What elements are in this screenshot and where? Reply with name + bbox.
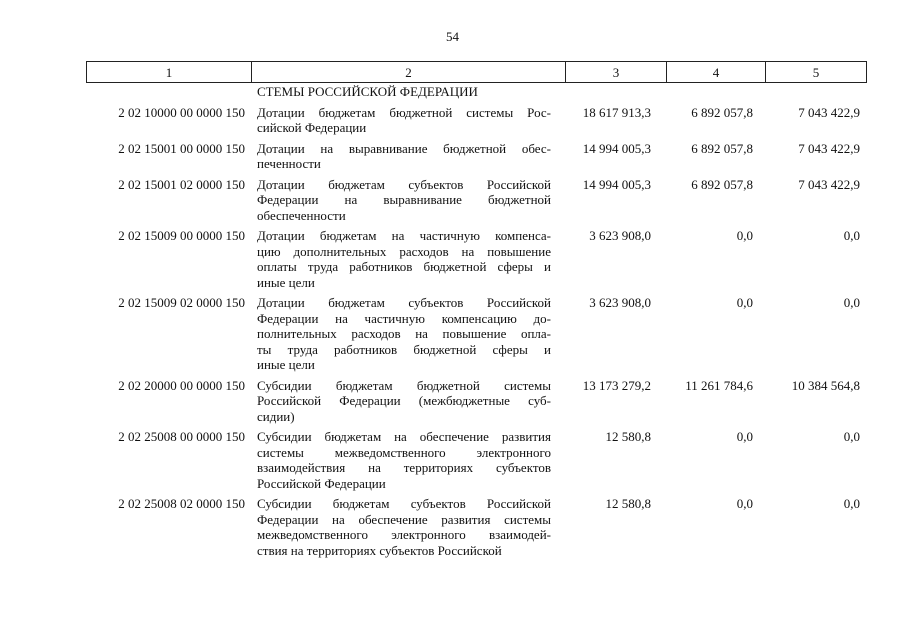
row-name-line: взаимодействия на территориях субъектов — [257, 460, 551, 475]
table-row — [86, 496, 866, 558]
row-name-line: Дотации бюджетам субъектов Российской — [257, 176, 551, 192]
row-name-line: Федерации на частичную компенсацию до- — [257, 310, 551, 326]
row-value-2: 0,0 — [736, 496, 753, 511]
row-name-line: Федерации на обеспечение развития системы — [257, 511, 551, 527]
row-name — [245, 228, 551, 290]
row-name-line: Дотации бюджетам бюджетной системы Рос- — [257, 104, 551, 120]
row-name-line: сидии) — [257, 408, 295, 424]
row-code: 2 02 15001 00 0000 150 — [118, 140, 245, 156]
row-value-2: 6 892 057,8 — [691, 140, 753, 156]
row-code: 2 02 10000 00 0000 150 — [118, 104, 245, 120]
row-name-line: оплаты труда работников бюджетной сферы и — [257, 259, 551, 274]
row-value-3: 7 043 422,9 — [798, 140, 860, 156]
row-value-3: 10 384 564,8 — [791, 377, 860, 393]
row-value-1: 12 580,8 — [605, 496, 651, 511]
row-value-1: 14 994 005,3 — [582, 140, 651, 156]
row-name-line: Федерации на выравнивание бюджетной — [257, 192, 551, 207]
row-name — [245, 496, 551, 558]
column-header-table — [86, 61, 867, 83]
row-value-2: 0,0 — [736, 228, 753, 243]
table-row — [86, 177, 866, 224]
row-name-line: иные цели — [257, 274, 315, 290]
column-header-1: 1 — [87, 62, 252, 83]
column-header-row — [87, 62, 867, 83]
row-name-line: Дотации на выравнивание бюджетной обес- — [257, 140, 551, 156]
row-name — [245, 141, 551, 172]
row-value-3: 0,0 — [843, 295, 860, 310]
row-name-line: Субсидии бюджетам субъектов Российской — [257, 496, 551, 511]
table-row — [86, 228, 866, 290]
row-code: 2 02 20000 00 0000 150 — [118, 377, 245, 393]
row-value-2: 0,0 — [736, 295, 753, 310]
row-value-1: 3 623 908,0 — [589, 295, 651, 310]
row-name-line: обеспеченности — [257, 207, 346, 223]
row-name-line: Российской Федерации (межбюджетные суб- — [257, 393, 551, 408]
column-header-3: 3 — [566, 62, 667, 83]
row-name-line: сийской Федерации — [257, 120, 367, 135]
row-name-line: Дотации бюджетам на частичную компенса- — [257, 228, 551, 243]
table-body — [86, 84, 866, 558]
row-value-3: 0,0 — [843, 429, 860, 444]
table-row — [86, 105, 866, 136]
row-value-1: 13 173 279,2 — [582, 377, 651, 393]
row-value-1: 18 617 913,3 — [582, 104, 651, 120]
row-name-line: Субсидии бюджетам бюджетной системы — [257, 377, 551, 393]
column-header-5: 5 — [766, 62, 867, 83]
table-row — [86, 429, 866, 491]
row-value-3: 7 043 422,9 — [798, 176, 860, 192]
row-name-line: Российской Федерации — [257, 475, 386, 491]
row-code: 2 02 25008 02 0000 150 — [118, 496, 245, 511]
row-name-line: полнительных расходов на повышение опла- — [257, 326, 551, 341]
row-name — [245, 295, 551, 373]
row-value-3: 7 043 422,9 — [798, 104, 860, 120]
table-row — [86, 378, 866, 425]
row-code: 2 02 15009 00 0000 150 — [118, 228, 245, 243]
column-header-4: 4 — [667, 62, 766, 83]
table-row — [86, 295, 866, 373]
row-name-line: ты труда работников бюджетной сферы и — [257, 341, 551, 357]
row-name — [245, 177, 551, 224]
row-name-line: Дотации бюджетам субъектов Российской — [257, 295, 551, 310]
continued-title: СТЕМЫ РОССИЙСКОЙ ФЕДЕРАЦИИ — [257, 84, 478, 99]
row-name — [245, 105, 551, 136]
row-value-1: 12 580,8 — [605, 429, 651, 444]
row-code: 2 02 15009 02 0000 150 — [118, 295, 245, 310]
row-value-1: 14 994 005,3 — [582, 176, 651, 192]
row-value-2: 0,0 — [736, 429, 753, 444]
row-value-3: 0,0 — [843, 496, 860, 511]
continued-title-row — [86, 84, 866, 100]
row-name-line: Субсидии бюджетам на обеспечение развития — [257, 429, 551, 444]
row-value-3: 0,0 — [843, 228, 860, 243]
row-name-line: иные цели — [257, 357, 315, 372]
row-name-line: цию дополнительных расходов на повышение — [257, 243, 551, 259]
row-value-1: 3 623 908,0 — [589, 228, 651, 243]
row-name-line: печенности — [257, 156, 321, 171]
row-name — [245, 429, 551, 491]
row-name-line: межведомственного электронного взаимодей- — [257, 527, 551, 542]
row-code: 2 02 15001 02 0000 150 — [118, 176, 245, 192]
row-name — [245, 378, 551, 425]
column-header-2: 2 — [252, 62, 566, 83]
row-name-line: ствия на территориях субъектов Российской — [257, 542, 502, 558]
row-code: 2 02 25008 00 0000 150 — [118, 429, 245, 444]
page-number: 54 — [446, 29, 459, 44]
row-value-2: 6 892 057,8 — [691, 176, 753, 192]
row-value-2: 6 892 057,8 — [691, 104, 753, 120]
row-value-2: 11 261 784,6 — [685, 377, 753, 393]
row-name-line: системы межведомственного электронного — [257, 444, 551, 460]
table-row — [86, 141, 866, 172]
